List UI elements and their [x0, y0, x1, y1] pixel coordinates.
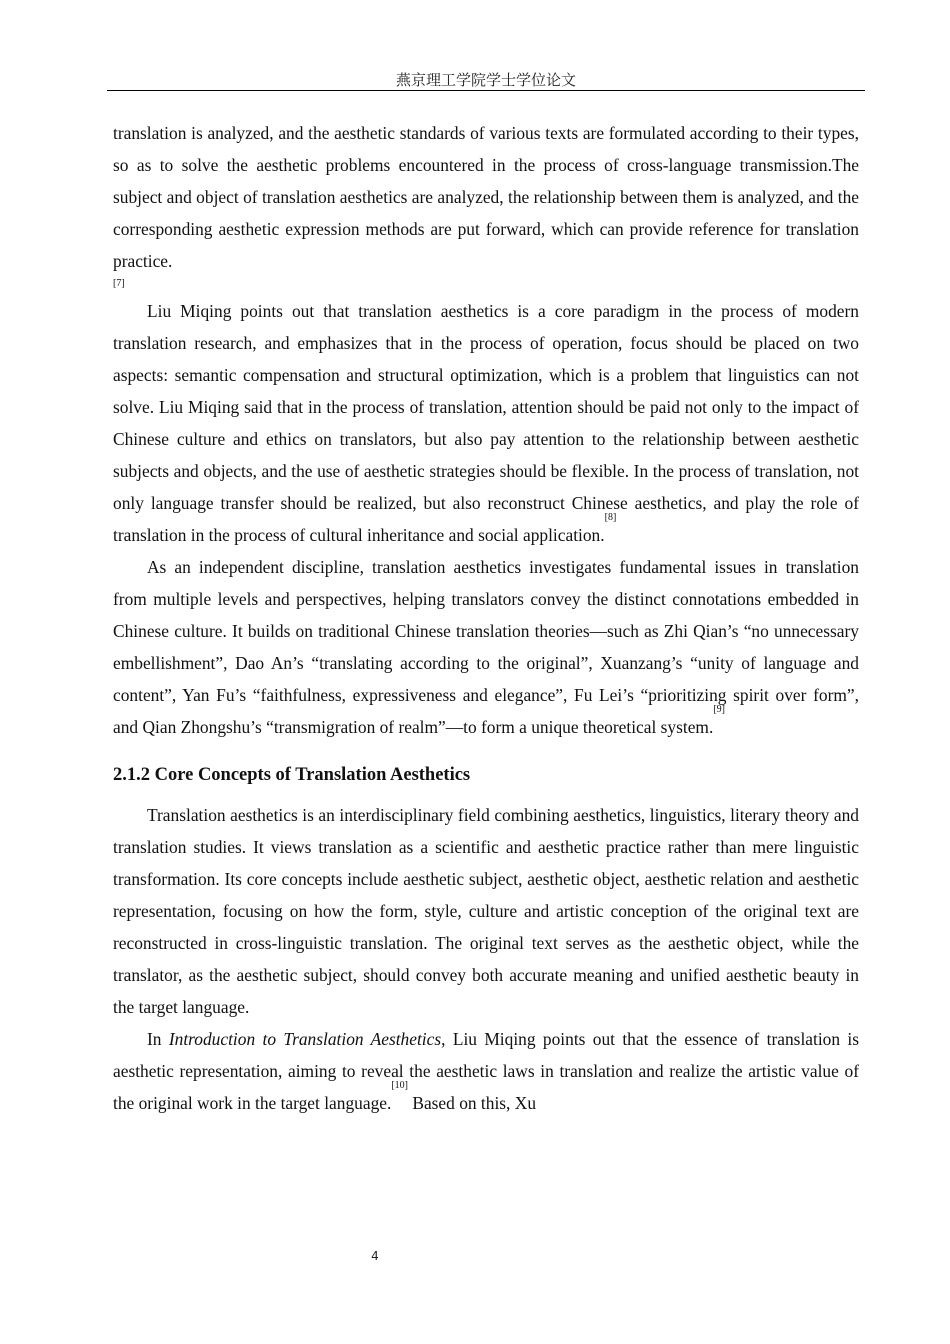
paragraph-3-text: As an independent discipline, translation aesthetics investigates fundamental issues in translation from multiple levels and perspectives, helping translators convey the distinct connotations embedded in Chinese culture. It builds on traditional Chinese translation theories—such as Zhi Qian’s “no unnecessary embellishment”, Dao An’s “translating according to the original”, Xuanzang’s “unity of language and content”, Yan Fu’s “faithfulness, expressiveness and elegance”, Fu Lei’s “prioritizing spirit over form”, and Qian Zhongshu’s “transmigration of realm”—to form a unique theoretical system. [113, 557, 859, 737]
page-number: 4 [371, 1249, 379, 1263]
citation-8: [8] [604, 512, 617, 523]
paragraph-1 [113, 117, 859, 295]
book-title: Introduction to Translation Aesthetics [168, 1029, 442, 1049]
paragraph-2-text: Liu Miqing points out that translation aesthetics is a core paradigm in the process of modern translation research, and emphasizes that in the process of operation, focus should be placed on two aspects: semantic compensation and structural optimization, which is a problem that linguistics can not solve. Liu Miqing said that in the process of translation, attention should be paid not only to the impact of Chinese culture and ethics on translators, but also pay attention to the relationship between aesthetic subjects and objects, and the use of aesthetic strategies should be flexible. In the process of translation, not only language transfer should be realized, but also reconstruct Chinese aesthetics, and play the role of translation in the process of cultural inheritance and social application. [113, 301, 859, 545]
paragraph-5-text: , Liu Miqing points out that the essence of translation is aesthetic representation, aiming to reveal the aesthetic laws in translation and realize the artistic value of the original work in the target language. [113, 1029, 860, 1113]
header-divider [107, 90, 865, 91]
citation-10: [10] [391, 1080, 408, 1091]
paragraph-4-text: Translation aesthetics is an interdisciplinary field combining aesthetics, linguistics, literary theory and translation studies. It views translation as a scientific and aesthetic practice rather than mere linguistic transformation. Its core concepts include aesthetic subject, aesthetic object, aesthetic relation and aesthetic representation, focusing on how the form, style, culture and artistic conception of the original text are reconstructed in cross-linguistic translation. The original text serves as the aesthetic object, while the translator, as the aesthetic subject, should convey both accurate meaning and unified aesthetic beauty in the target language. [113, 805, 859, 1017]
paragraph-1-text: translation is analyzed, and the aesthetic standards of various texts are formulated according to their types, so as to solve the aesthetic problems encountered in the process of cross-language transmission.The subject and object of translation aesthetics are analyzed, the relationship between them is analyzed, and the corresponding aesthetic expression methods are put forward, which can provide reference for translation practice. [113, 123, 859, 271]
paragraph-3 [113, 551, 859, 743]
document-body [113, 117, 859, 1119]
page-header-title: 燕京理工学院学士学位论文 [395, 71, 576, 89]
paragraph-5-lead: In [147, 1029, 169, 1049]
citation-9: [9] [713, 704, 725, 715]
section-heading: 2.1.2 Core Concepts of Translation Aesthetics [113, 765, 471, 785]
paragraph-2 [113, 295, 859, 551]
paragraph-5 [113, 1023, 859, 1119]
paragraph-5-tail: Based on this, Xu [408, 1093, 537, 1113]
paragraph-4 [113, 799, 859, 1023]
citation-7: [7] [113, 278, 125, 289]
